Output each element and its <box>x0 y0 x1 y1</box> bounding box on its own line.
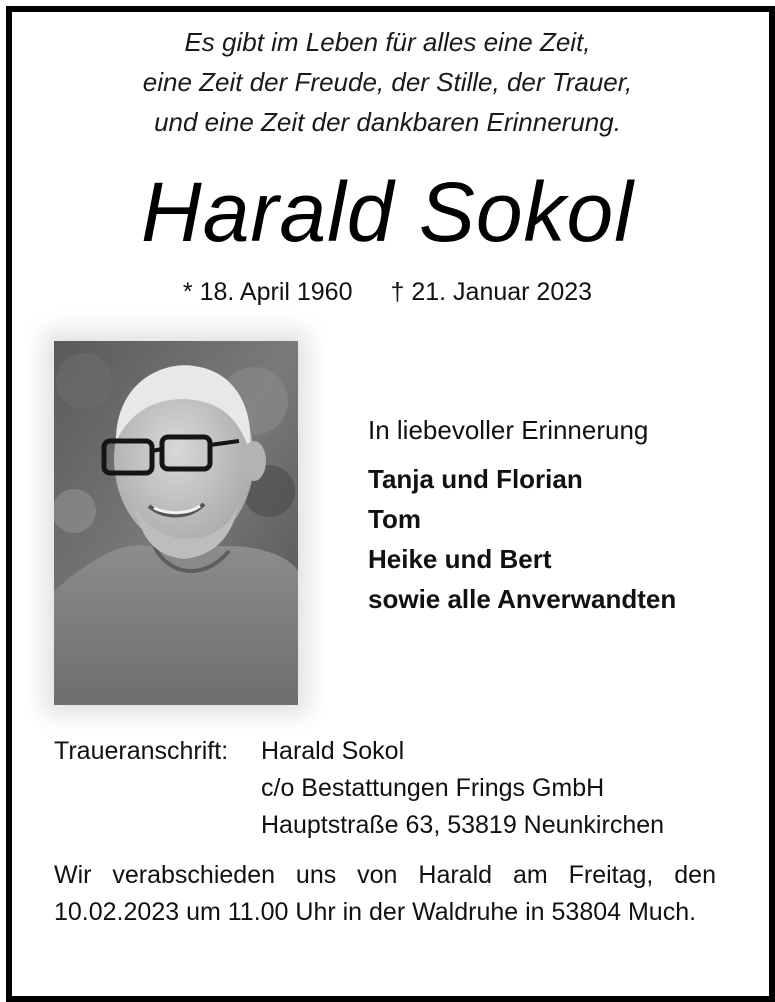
mourners-list <box>368 459 676 619</box>
remembrance-text: In liebevoller Erinnerung <box>368 415 649 445</box>
deceased-name: Harald Sokol <box>141 165 634 259</box>
mourner-entry: Heike und Bert <box>368 544 552 574</box>
address-label: Traueranschrift: <box>54 737 229 765</box>
motto-line: und eine Zeit der dankbaren Erinnerung. <box>154 107 621 137</box>
motto-line: eine Zeit der Freude, der Stille, der Trauer, <box>142 67 633 97</box>
mourner-entry: Tom <box>368 504 421 534</box>
birth-date: * 18. April 1960 <box>182 278 353 306</box>
mourner-entry: Tanja und Florian <box>368 464 583 494</box>
motto-line: Es gibt im Leben für alles eine Zeit, <box>184 27 591 57</box>
mourner-entry: sowie alle Anverwandten <box>368 584 677 614</box>
address-line: c/o Bestattungen Frings GmbH <box>261 774 605 802</box>
portrait-photo <box>54 341 298 705</box>
death-date: † 21. Januar 2023 <box>390 278 593 306</box>
address-line: Hauptstraße 63, 53819 Neunkirchen <box>261 811 665 839</box>
life-dates <box>0 275 775 309</box>
farewell-notice: Wir verabschieden uns von Harald am Freitag, den 10.02.2023 um 11.00 Uhr in der Waldruhe in 53804 Much. <box>54 861 716 926</box>
address-line: Harald Sokol <box>261 737 405 765</box>
motto <box>0 22 775 142</box>
address-lines <box>261 733 664 844</box>
